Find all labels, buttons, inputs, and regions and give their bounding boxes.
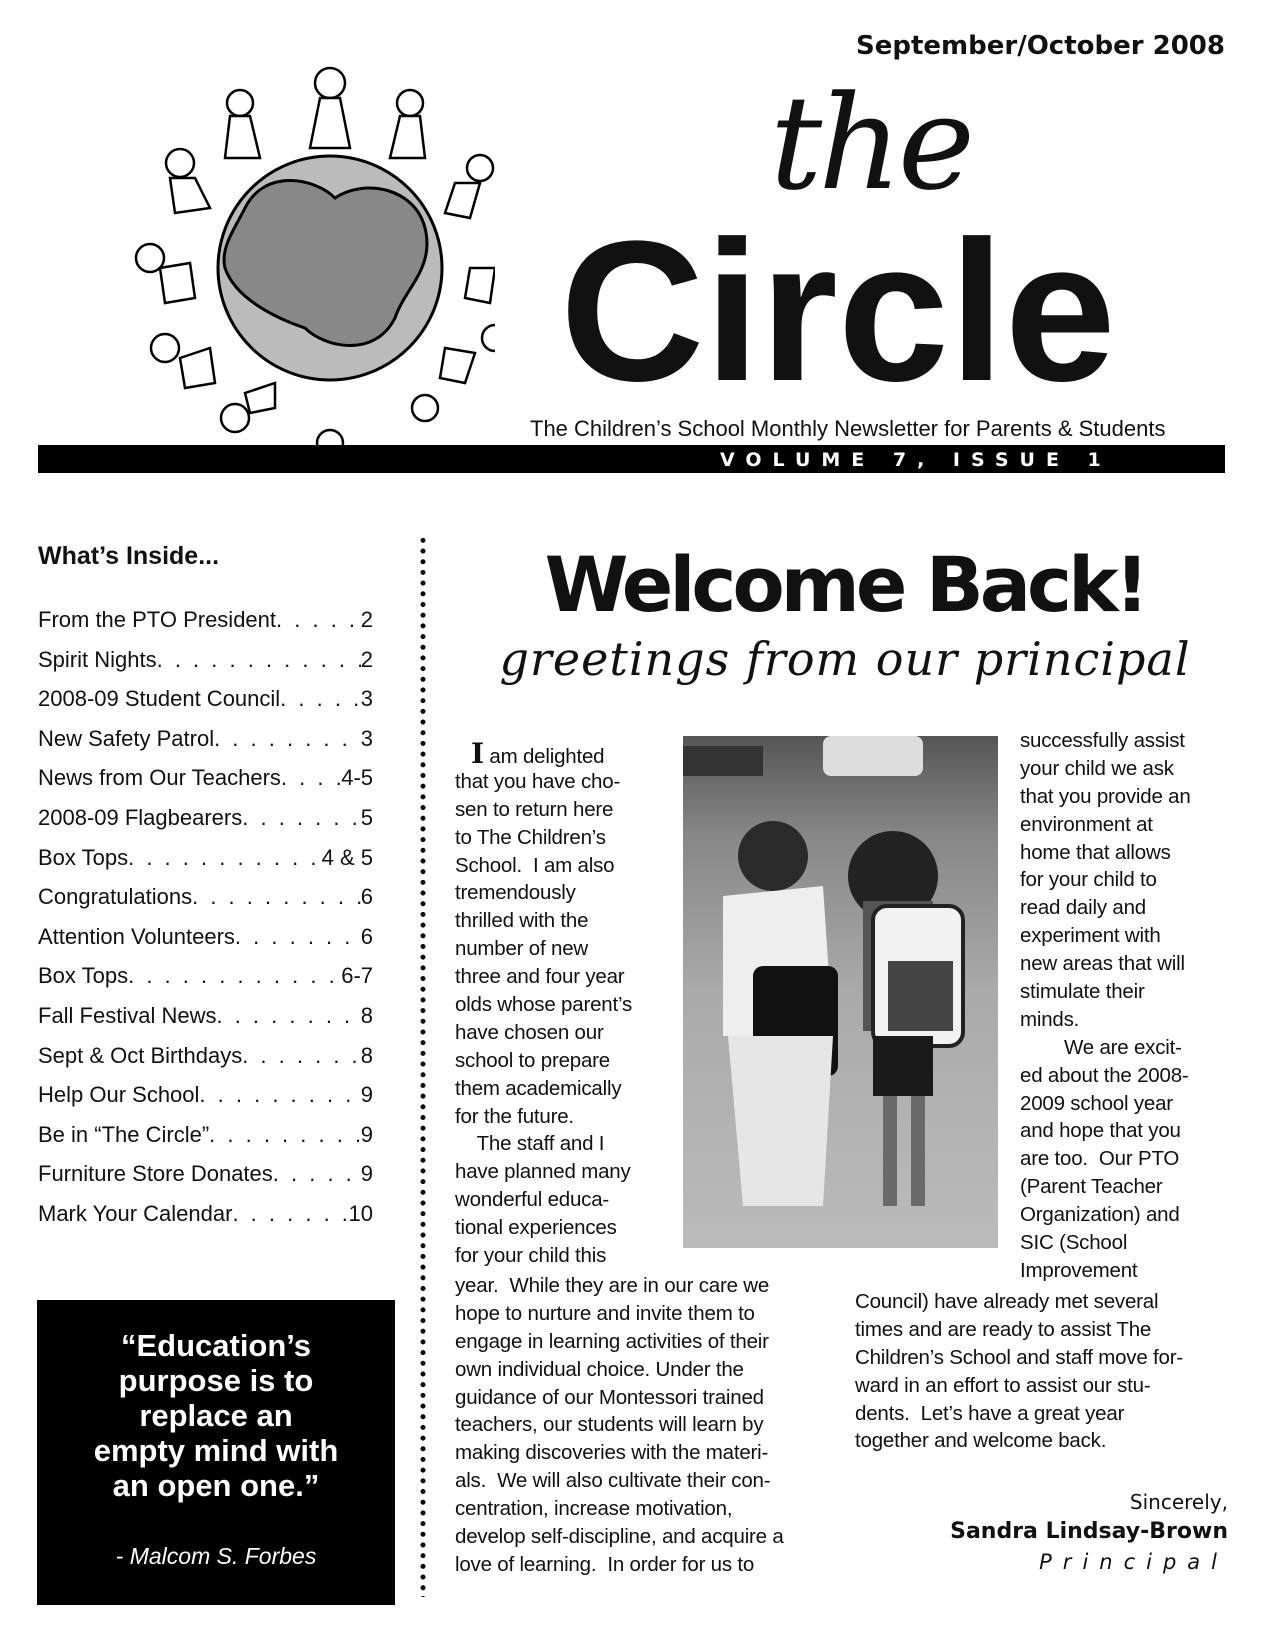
toc-item-title: Furniture Store Donates xyxy=(38,1161,273,1187)
toc-item xyxy=(38,685,373,712)
toc-item-title: Congratulations xyxy=(38,884,193,910)
quote-author: - Malcom S. Forbes xyxy=(115,1543,317,1569)
article-line: your child we ask xyxy=(1020,756,1174,780)
toc-title: What’s Inside... xyxy=(38,542,220,570)
quote-text xyxy=(37,1328,395,1503)
article-line: love of learning. In order for us to xyxy=(455,1552,755,1576)
toc-item xyxy=(38,844,373,871)
toc-leader xyxy=(128,962,341,989)
toc-item-title: Spirit Nights xyxy=(38,646,157,672)
article-line: have planned many xyxy=(455,1160,631,1184)
toc-leader xyxy=(128,844,322,871)
article-line: own individual choice. Under the xyxy=(455,1357,744,1381)
article-line: centration, increase motivation, xyxy=(455,1497,733,1521)
article-line: for your child this xyxy=(455,1244,607,1268)
article-line: dents. Let’s have a great year xyxy=(855,1401,1125,1425)
article-line: to The Children’s xyxy=(455,825,606,849)
toc-item-page: 6 xyxy=(360,923,373,949)
article-column-left-wide xyxy=(455,1272,784,1579)
toc-item-page: 2 xyxy=(360,607,373,632)
toc-leader xyxy=(216,1002,360,1029)
drop-cap: I xyxy=(471,737,484,770)
toc-item xyxy=(38,606,373,633)
article-line: Organization) and xyxy=(1020,1203,1180,1227)
article-line: engage in learning activities of their xyxy=(455,1329,769,1353)
article-line: hope to nurture and invite them to xyxy=(455,1301,755,1325)
toc-item-title: From the PTO President xyxy=(38,607,277,632)
article-line: are too. Our PTO xyxy=(1020,1147,1180,1171)
article-line: have chosen our xyxy=(455,1020,604,1044)
article-line: together and welcome back. xyxy=(855,1429,1107,1453)
article-line: Improvement xyxy=(1020,1258,1138,1282)
toc-item-page: 4-5 xyxy=(341,765,373,791)
toc-item-page: 9 xyxy=(360,1082,373,1108)
article-subhead: greetings from our principal xyxy=(499,632,1191,686)
toc-item-page: 5 xyxy=(360,805,373,830)
article-line: minds. xyxy=(1020,1007,1080,1031)
toc-leader xyxy=(209,1121,361,1148)
toc-item-page: 6-7 xyxy=(341,963,373,989)
masthead-circle: Circle xyxy=(560,200,1116,423)
toc-leader xyxy=(157,646,361,673)
toc-item-title: Mark Your Calendar xyxy=(38,1201,233,1226)
article-line: teachers, our students will learn by xyxy=(455,1413,764,1437)
toc-item-page: 3 xyxy=(360,725,373,751)
article-line: Council) have already met several xyxy=(855,1290,1159,1313)
dotted-divider xyxy=(419,535,427,1597)
toc-leader xyxy=(242,1042,361,1069)
toc-item xyxy=(38,1042,373,1069)
article-line: SIC (School xyxy=(1020,1231,1128,1255)
article-line: that you have cho- xyxy=(455,769,621,793)
quote-line: “Education’s xyxy=(120,1328,312,1363)
toc-item-title: News from Our Teachers xyxy=(38,765,281,791)
toc-item-page: 6 xyxy=(360,884,373,910)
volume-issue: VOLUME 7, ISSUE 1 xyxy=(720,449,1112,471)
toc-leader xyxy=(273,1160,361,1187)
toc-item xyxy=(38,1200,373,1227)
article-line: Children’s School and staff move for- xyxy=(855,1345,1183,1369)
toc-item xyxy=(38,764,373,791)
toc-item-title: Be in “The Circle” xyxy=(38,1121,210,1147)
closing: Sincerely, xyxy=(1129,1490,1228,1514)
article-line xyxy=(455,737,632,770)
article-line: als. We will also cultivate their con- xyxy=(455,1469,771,1493)
toc-leader xyxy=(199,1081,360,1108)
globe-children-logo xyxy=(125,58,495,458)
article-line: for the future. xyxy=(455,1104,574,1128)
article-line: ward in an effort to assist our stu- xyxy=(855,1373,1151,1397)
toc-item xyxy=(38,1121,373,1148)
quote-line: purpose is to xyxy=(118,1363,314,1398)
article-column-right xyxy=(1020,727,1191,1285)
toc-item-title: Box Tops xyxy=(38,963,129,989)
toc-item-page: 8 xyxy=(360,1003,373,1028)
article-line: school to prepare xyxy=(455,1048,611,1072)
toc-item xyxy=(38,804,373,831)
toc-item-page: 4 & 5 xyxy=(321,844,373,870)
toc-item-page: 9 xyxy=(360,1121,373,1147)
toc-leader xyxy=(242,804,361,831)
toc-leader xyxy=(276,606,361,633)
article-line: School. I am also xyxy=(455,853,615,877)
toc-item-page: 9 xyxy=(360,1161,373,1187)
article-line: home that allows xyxy=(1020,840,1171,864)
toc-item xyxy=(38,1002,373,1029)
quote-line: an open one.” xyxy=(112,1468,320,1503)
toc-item-title: Help Our School xyxy=(38,1082,200,1108)
article-line: times and are ready to assist The xyxy=(855,1317,1152,1341)
quote-box xyxy=(37,1300,395,1605)
toc-item xyxy=(38,646,373,673)
toc-item-title: New Safety Patrol xyxy=(38,725,215,751)
toc-item-title: 2008-09 Student Council xyxy=(38,686,281,712)
masthead-the: the xyxy=(770,67,971,219)
toc-item-page: 3 xyxy=(360,686,373,712)
signer-name: Sandra Lindsay-Brown xyxy=(950,1519,1228,1544)
toc-item-title: Box Tops xyxy=(38,844,129,870)
article-line: thrilled with the xyxy=(455,909,589,933)
article-line: for your child to xyxy=(1020,868,1157,892)
article-line: olds whose parent’s xyxy=(455,993,633,1017)
toc-item-title: Fall Festival News xyxy=(38,1003,217,1028)
toc-leader xyxy=(280,685,361,712)
article-line: 2009 school year xyxy=(1020,1091,1173,1115)
article-line: experiment with xyxy=(1020,924,1161,948)
article-line: sen to return here xyxy=(455,797,614,821)
article-line: tremendously xyxy=(455,881,576,905)
article-line-text: am delighted xyxy=(483,745,605,768)
quote-line: replace an xyxy=(139,1398,293,1433)
article-line: We are excit- xyxy=(1020,1035,1182,1059)
issue-date: September/October 2008 xyxy=(856,31,1225,61)
article-line: year. While they are in our care we xyxy=(455,1274,770,1297)
article-line: new areas that will xyxy=(1020,952,1185,976)
toc-item xyxy=(38,923,373,950)
article-line: and hope that you xyxy=(1020,1119,1181,1143)
quote-line: empty mind with xyxy=(93,1433,339,1468)
toc-item xyxy=(38,725,373,752)
article-line: tional experiences xyxy=(455,1216,617,1240)
article-line: guidance of our Montessori trained xyxy=(455,1385,764,1409)
article-line: ed about the 2008- xyxy=(1020,1063,1189,1087)
article-line: them academically xyxy=(455,1076,622,1100)
article-line: stimulate their xyxy=(1020,980,1145,1004)
toc-leader xyxy=(281,764,341,791)
toc-item-page: 10 xyxy=(348,1201,373,1226)
article-line: making discoveries with the materi- xyxy=(455,1441,769,1465)
toc-item xyxy=(38,1160,373,1187)
toc-item-page: 2 xyxy=(360,646,373,672)
children-walking-photo xyxy=(683,736,998,1248)
toc-item-page: 8 xyxy=(360,1042,373,1068)
article-line: number of new xyxy=(455,937,589,961)
toc-item xyxy=(38,962,373,989)
article-column-left xyxy=(455,737,633,1270)
toc-leader xyxy=(192,883,361,910)
toc-item xyxy=(38,883,373,910)
article-line: read daily and xyxy=(1020,896,1146,920)
toc-leader xyxy=(235,923,361,950)
article-line: wonderful educa- xyxy=(455,1188,610,1212)
article-headline: Welcome Back! xyxy=(544,540,1146,629)
article-line: environment at xyxy=(1020,812,1153,836)
article-column-right-wide xyxy=(855,1288,1183,1455)
toc-item-title: 2008-09 Flagbearers xyxy=(38,805,243,830)
article-line: three and four year xyxy=(455,965,625,989)
masthead-tagline: The Children’s School Monthly Newsletter for Parents & Students xyxy=(530,416,1166,441)
toc-leader xyxy=(232,1200,348,1227)
article-line: that you provide an xyxy=(1020,784,1191,808)
toc-leader xyxy=(214,725,361,752)
article-line: develop self-discipline, and acquire a xyxy=(455,1525,784,1549)
toc-item-title: Sept & Oct Birthdays xyxy=(38,1042,243,1068)
toc-item-title: Attention Volunteers xyxy=(38,923,235,949)
article-line: successfully assist xyxy=(1020,729,1185,752)
toc-item xyxy=(38,1081,373,1108)
signer-role: Principal xyxy=(1039,1550,1228,1574)
article-line: The staff and I xyxy=(455,1132,605,1156)
article-line: (Parent Teacher xyxy=(1020,1175,1163,1199)
